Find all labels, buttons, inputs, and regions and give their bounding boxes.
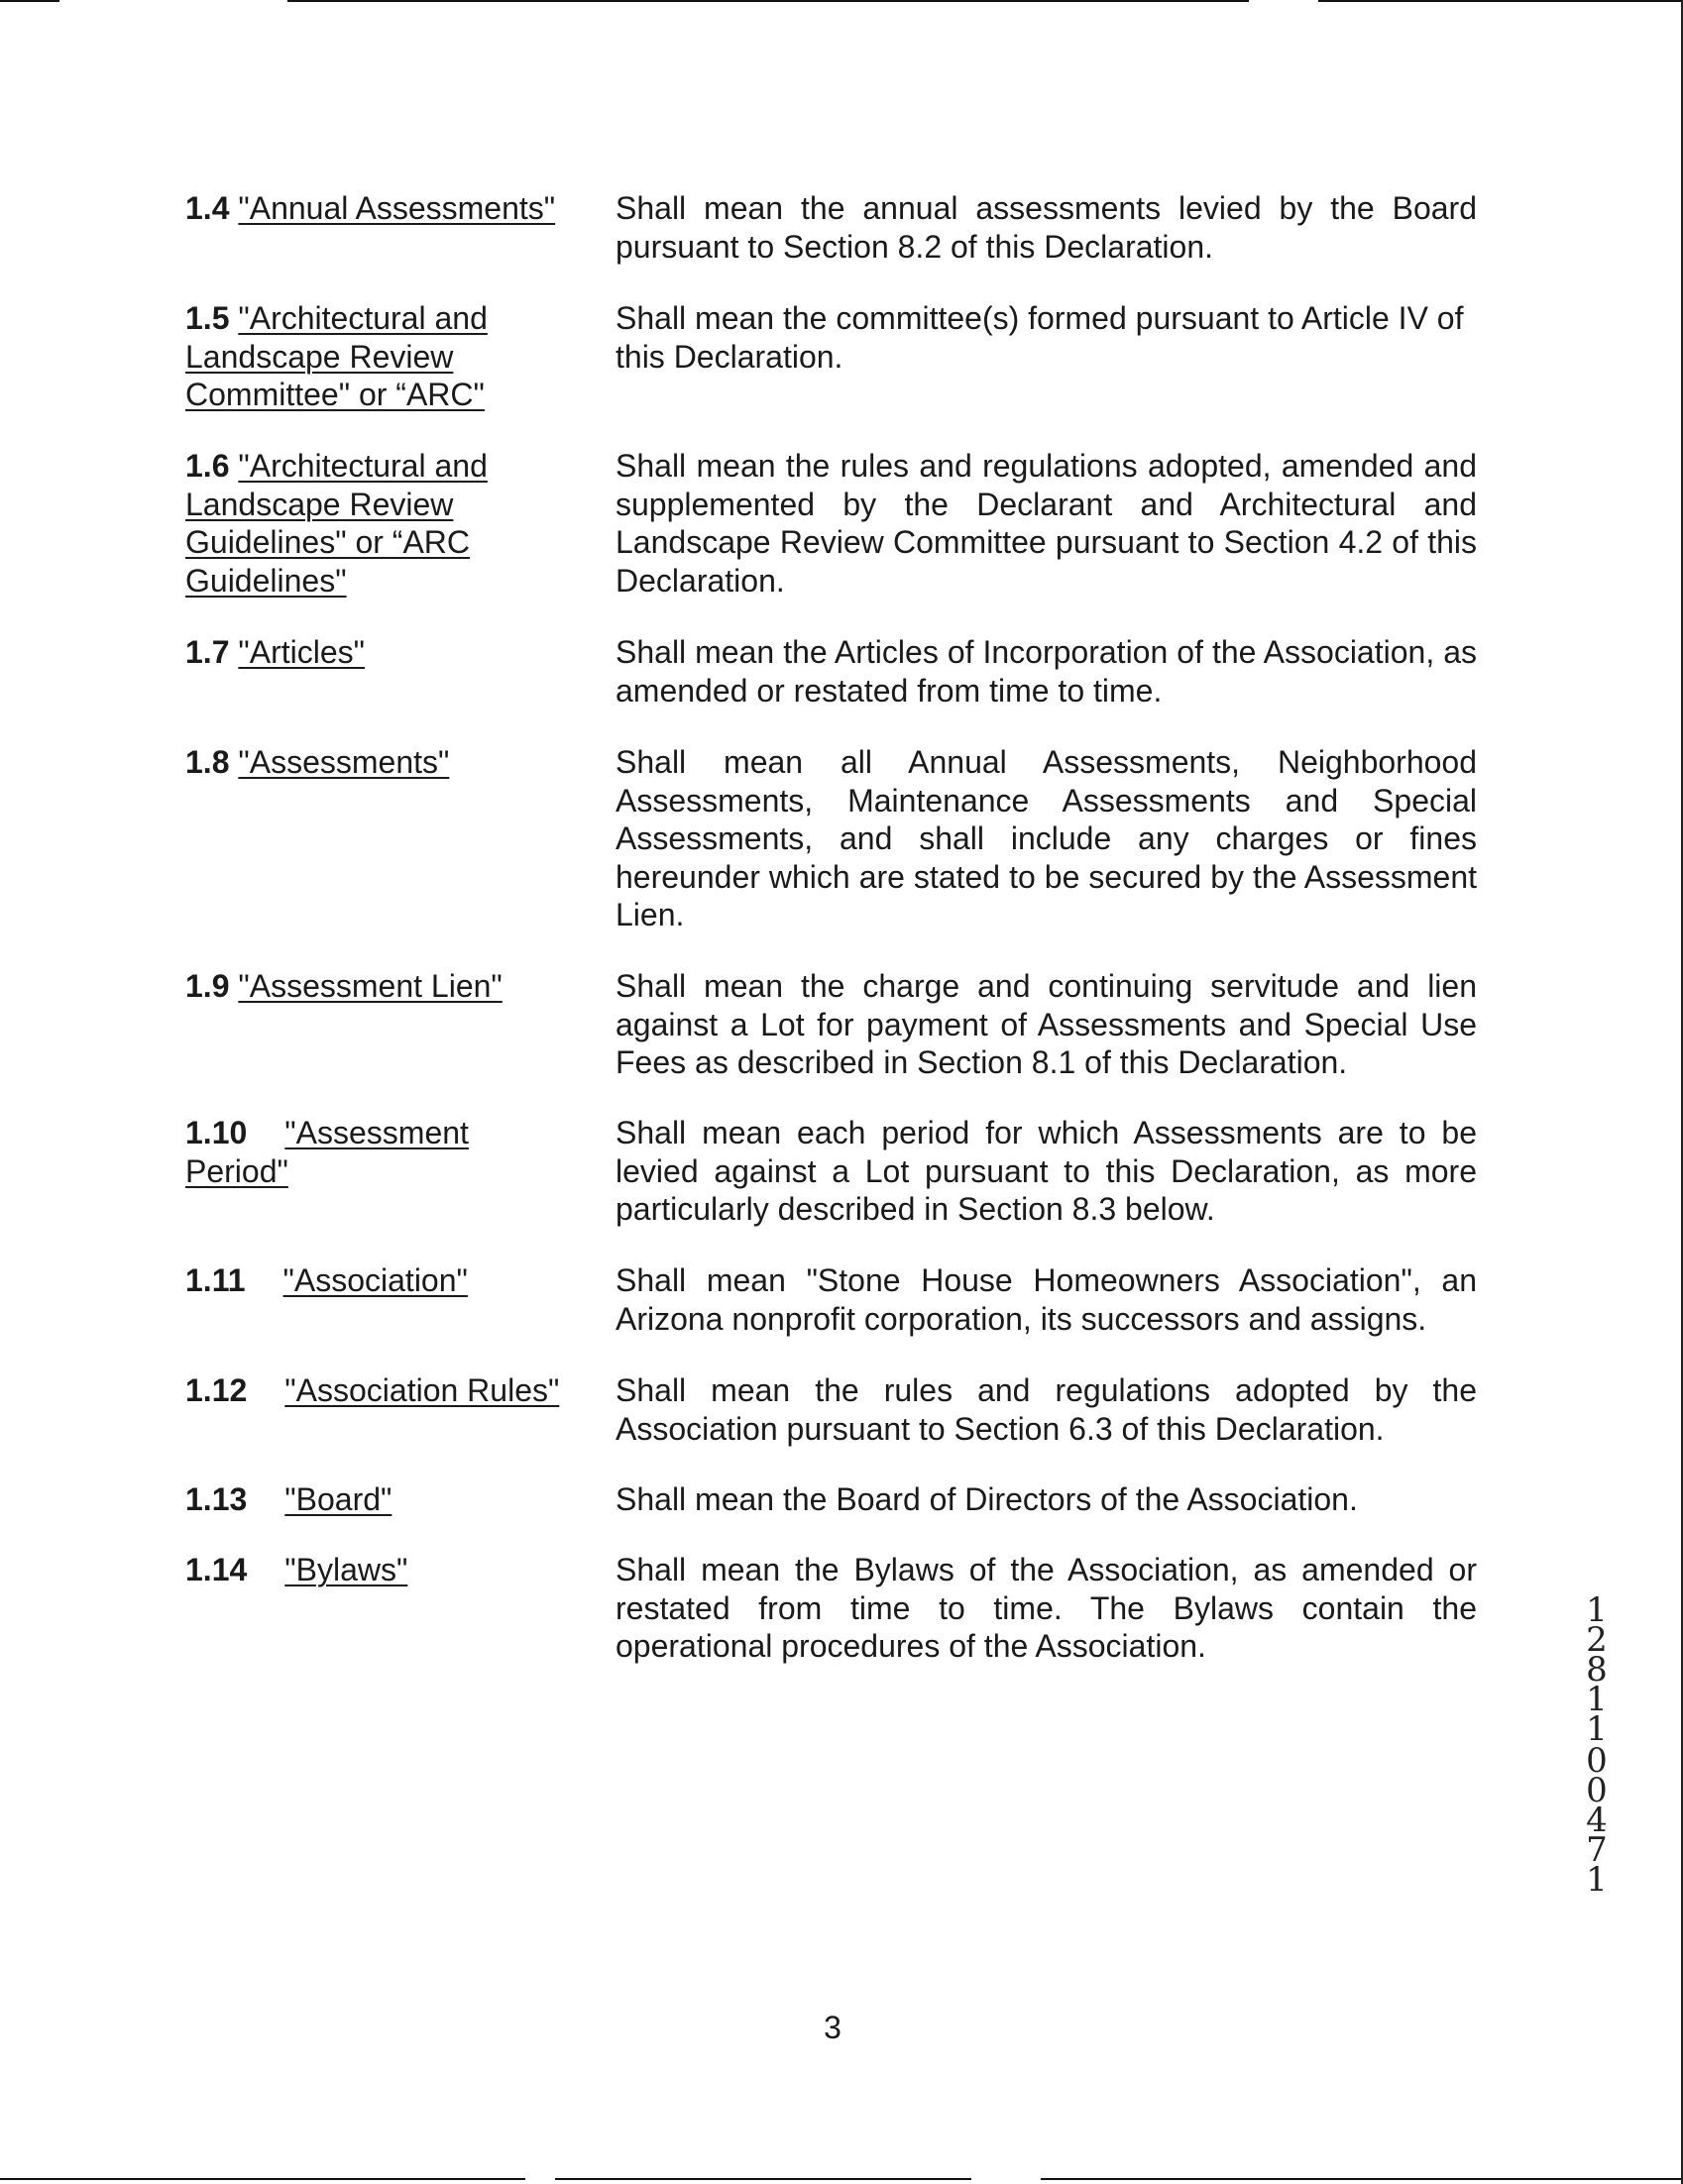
definition-number: 1.4 <box>185 190 230 226</box>
definition-term <box>185 743 592 782</box>
definition-term-text: "Association" <box>282 1262 468 1298</box>
stamp-digit: 1 <box>1586 1590 1608 1630</box>
definition-term-text: "Board" <box>284 1481 393 1517</box>
definition-number: 1.5 <box>185 300 230 336</box>
stamp-digit: 1 <box>1586 1860 1608 1900</box>
definition-term-text: "Bylaws" <box>284 1552 408 1587</box>
definition-term <box>185 1480 592 1519</box>
definition-term-text: "Assessment Lien" <box>238 968 503 1004</box>
stamp-digit: 0 <box>1586 1771 1608 1810</box>
definition-term <box>185 189 592 228</box>
definition-number: 1.13 <box>185 1481 248 1517</box>
definition-number: 1.11 <box>185 1262 246 1298</box>
definition-text: Shall mean the rules and regulations adopted by the Association pursuant to Section 6.3 of this Declaration. <box>616 1372 1477 1447</box>
definition-term-text: "Association Rules" <box>284 1372 560 1408</box>
definition-term <box>185 299 522 414</box>
definition-text: Shall mean "Stone House Homeowners Association", an Arizona nonprofit corporation, its successors and assigns. <box>616 1262 1477 1337</box>
definition-term-text: "Assessment Period" <box>185 1115 469 1189</box>
definition-number: 1.10 <box>185 1115 248 1150</box>
definition-term-text: "Assessments" <box>238 744 450 780</box>
definition-term <box>185 1114 522 1190</box>
margin-stamp-top <box>1582 1590 1612 1749</box>
definition-text: Shall mean the Articles of Incorporation of the Association, as amended or restated from time to time. <box>616 634 1477 709</box>
margin-stamp-bottom <box>1582 1741 1612 1900</box>
definition-text: Shall mean each period for which Assessments are to be levied against a Lot pursuant to this Declaration, as more particularly described in Section 8.3 below. <box>616 1115 1477 1227</box>
definition-text: Shall mean the Bylaws of the Association, as amended or restated from time to time. The Bylaws contain the operational procedures of the Association. <box>616 1552 1477 1664</box>
stamp-digit: 1 <box>1586 1680 1608 1719</box>
definition-number: 1.8 <box>185 744 230 780</box>
page-number: 3 <box>824 2010 842 2045</box>
definition-term-text: "Articles" <box>238 634 365 670</box>
definition-number: 1.6 <box>185 448 230 484</box>
definition-text: Shall mean the charge and continuing servitude and lien against a Lot for payment of Assessments and Special Use Fees as described in Section 8.1 of this Declaration. <box>616 968 1477 1080</box>
definition-text: Shall mean the rules and regulations adopted, amended and supplemented by the Declarant and Architectural and Landscape Review Committee pursuant to Section 4.2 of this Declaration. <box>616 448 1477 599</box>
stamp-digit: 8 <box>1586 1650 1608 1690</box>
definition-term <box>185 967 592 1006</box>
stamp-digit: 4 <box>1586 1801 1608 1840</box>
definition-term <box>185 1371 592 1410</box>
definition-term-text: "Architectural and Landscape Review Committee" or “ARC" <box>185 300 488 412</box>
definition-term <box>185 1551 592 1589</box>
stamp-digit: 1 <box>1586 1709 1608 1749</box>
definition-term-text: "Annual Assessments" <box>238 190 556 226</box>
definition-text: Shall mean the Board of Directors of the Association. <box>616 1481 1358 1517</box>
stamp-digit: 2 <box>1586 1620 1608 1660</box>
definition-number: 1.12 <box>185 1372 248 1408</box>
definition-text: Shall mean the committee(s) formed pursuant to Article IV of this Declaration. <box>616 300 1464 375</box>
definition-term <box>185 447 522 600</box>
definition-text: Shall mean the annual assessments levied by the Board pursuant to Section 8.2 of this Declaration. <box>616 190 1477 265</box>
definition-term <box>185 1261 592 1300</box>
definition-number: 1.7 <box>185 634 230 670</box>
stamp-digit: 0 <box>1586 1741 1608 1781</box>
definition-number: 1.14 <box>185 1552 248 1587</box>
definition-text: Shall mean all Annual Assessments, Neighborhood Assessments, Maintenance Assessments and Special Assessments, and shall include any charges or fines hereunder which are stated to be secured by the Assessment Lien. <box>616 744 1477 932</box>
definition-number: 1.9 <box>185 968 230 1004</box>
definition-term-text: "Architectural and Landscape Review Guidelines" or “ARC Guidelines" <box>185 448 488 599</box>
definition-term <box>185 633 592 672</box>
stamp-digit: 7 <box>1586 1830 1608 1870</box>
